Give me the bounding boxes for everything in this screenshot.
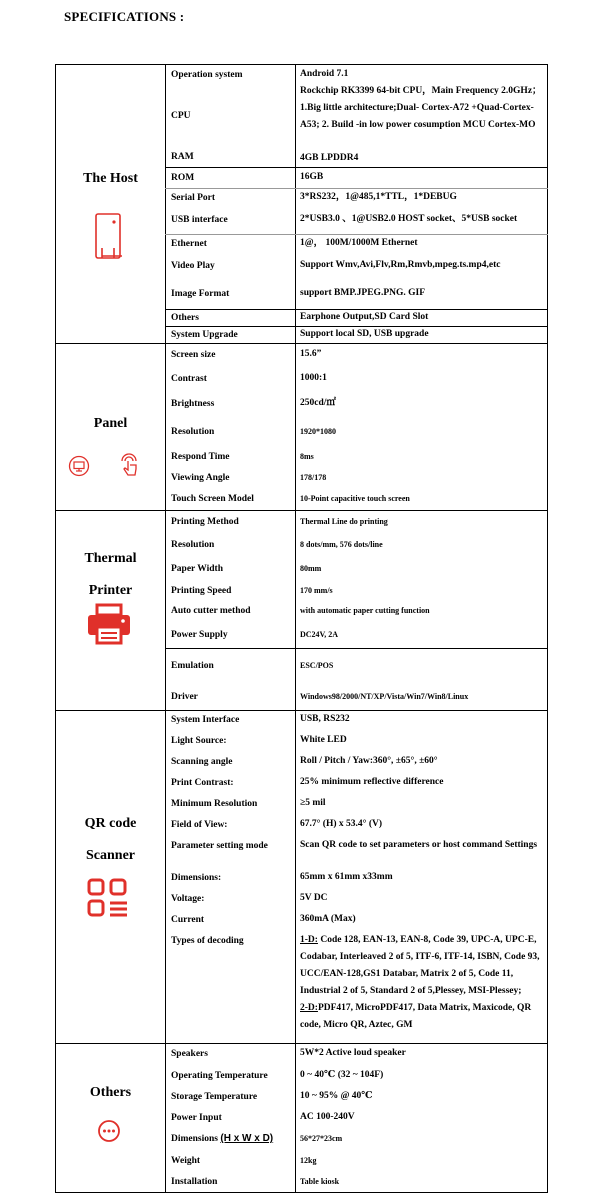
spec-value: AC 100-240V (300, 1112, 355, 1122)
spec-value: 170 mm/s (300, 586, 333, 595)
spec-label: Current (171, 915, 205, 925)
dimensions-label (171, 1133, 273, 1145)
spec-value: 5V DC (300, 893, 328, 903)
kiosk-icon (92, 212, 126, 262)
spec-value: 10 ~ 95% @ 40℃ (300, 1091, 373, 1101)
spec-value: support BMP.JPEG.PNG. GIF (300, 288, 426, 298)
decoding-2d-prefix: 2-D: (300, 1003, 318, 1013)
spec-label: Others (171, 313, 199, 323)
more-dots-icon (97, 1119, 121, 1143)
spec-value: with automatic paper cutting function (300, 606, 430, 615)
spec-value: 8 dots/mm, 576 dots/line (300, 540, 383, 549)
spec-label: Image Format (171, 289, 230, 299)
spec-label: Brightness (171, 399, 215, 409)
spec-value: 80mm (300, 564, 322, 573)
dimensions-suffix: (H x W x D) (220, 1133, 274, 1144)
spec-label: Paper Width (171, 564, 223, 574)
decoding-types (300, 932, 548, 1034)
spec-value: 0 ~ 40℃ (32 ~ 104F) (300, 1070, 384, 1080)
spec-value: Android 7.1 (300, 69, 349, 79)
section-printer-title-1: Thermal (84, 551, 137, 566)
spec-value: 250cd/㎡ (300, 398, 336, 408)
spec-label: Voltage: (171, 894, 205, 904)
printer-icon (86, 603, 132, 645)
spec-label: Ethernet (171, 239, 207, 249)
spec-label: System Upgrade (171, 330, 238, 340)
spec-value: 1@， 100M/1000M Ethernet (300, 238, 418, 248)
section-scanner-title-1: QR code (84, 816, 137, 831)
spec-value: 360mA (Max) (300, 914, 356, 924)
spec-value: 8ms (300, 452, 314, 461)
spec-value: 5W*2 Active loud speaker (300, 1048, 406, 1058)
spec-label: Emulation (171, 661, 214, 671)
spec-value: Scan QR code to set parameters or host command Settings (300, 840, 538, 850)
spec-label: Printing Speed (171, 586, 232, 596)
spec-value: 3*RS232，1@485,1*TTL，1*DEBUG (300, 192, 457, 202)
spec-label: System Interface (171, 715, 240, 725)
spec-label: Serial Port (171, 193, 216, 203)
spec-label: Dimensions (171, 1134, 218, 1144)
section-others-title: Others (89, 1085, 132, 1100)
spec-label: USB interface (171, 215, 228, 225)
spec-label: Dimensions: (171, 873, 222, 883)
spec-label: Printing Method (171, 517, 239, 527)
decoding-1d-list: Code 128, EAN-13, EAN-8, Code 39, UPC-A, UPC-E, Codabar, Interleaved 2 of 5, ITF-6, ITF-14, ISBN, Code 93, UCC/EAN-128,GS1 Databar, Matrix 2 of 5, Code 11, Industrial 2 of 5, Standard 2 of 5,Plessey, MSI-Plessey; (300, 935, 540, 996)
monitor-icon (68, 455, 90, 477)
spec-value: 4GB LPDDR4 (300, 153, 359, 163)
spec-value: 12kg (300, 1156, 317, 1165)
spec-label: Types of decoding (171, 936, 244, 946)
touch-hand-icon (116, 453, 142, 479)
spec-label: Scanning angle (171, 757, 233, 767)
scanner-grid-icon (86, 878, 130, 918)
spec-value: Thermal Line do printing (300, 517, 388, 526)
spec-value: 1000:1 (300, 373, 327, 383)
spec-value: USB, RS232 (300, 714, 350, 724)
spec-value: 65mm x 61mm x33mm (300, 872, 393, 882)
spec-label: ROM (171, 173, 195, 183)
spec-label: Respond Time (171, 452, 230, 462)
spec-label: Power Input (171, 1113, 222, 1123)
spec-label: Installation (171, 1177, 218, 1187)
spec-label: Parameter setting mode (171, 841, 268, 851)
spec-label: Resolution (171, 427, 215, 437)
spec-label: Viewing Angle (171, 473, 230, 483)
spec-value: Table kiosk (300, 1177, 340, 1186)
spec-label: Video Play (171, 261, 215, 271)
spec-value: Roll / Pitch / Yaw:360°, ±65°, ±60° (300, 756, 438, 766)
section-panel-title: Panel (93, 416, 128, 431)
spec-label: Touch Screen Model (171, 494, 254, 504)
spec-value: 16GB (300, 172, 324, 182)
section-scanner-title-2: Scanner (86, 848, 135, 863)
section-printer-title-2: Printer (88, 583, 133, 598)
spec-value: 178/178 (300, 473, 327, 482)
spec-value: 1920*1080 (300, 427, 336, 436)
spec-label: Weight (171, 1156, 201, 1166)
spec-label: CPU (171, 111, 191, 121)
spec-value: Rockchip RK3399 64-bit CPU，Main Frequency 2.0GHz；1.Big little architecture;Dual- Cortex-A72 +Quad-Cortex-A53; 2. Build -in low power cosumption MCU Cortex-MO (300, 86, 542, 130)
spec-label: Operation system (171, 70, 243, 80)
spec-label: Screen size (171, 350, 216, 360)
decoding-1d-prefix: 1-D: (300, 935, 318, 945)
spec-value: 2*USB3.0 、1@USB2.0 HOST socket、5*USB socket (300, 214, 518, 224)
spec-value: 25% minimum reflective difference (300, 777, 444, 787)
spec-value: ≥5 mil (300, 798, 326, 808)
spec-label: RAM (171, 152, 194, 162)
spec-value: 10-Point capacitive touch screen (300, 494, 410, 503)
spec-value: White LED (300, 735, 347, 745)
spec-label: Operating Temperature (171, 1071, 268, 1081)
spec-label: Speakers (171, 1049, 208, 1059)
spec-value: 67.7° (H) x 53.4° (V) (300, 819, 383, 829)
spec-value: ESC/POS (300, 661, 334, 670)
spec-value: 15.6” (300, 349, 322, 359)
spec-label: Auto cutter method (171, 606, 251, 616)
spec-value: Support Wmv,Avi,Flv,Rm,Rmvb,mpeg.ts.mp4,etc (300, 260, 501, 270)
spec-value: Windows98/2000/NT/XP/Vista/Win7/Win8/Linux (300, 692, 469, 701)
spec-value: Support local SD, USB upgrade (300, 329, 429, 339)
spec-label: Driver (171, 692, 198, 702)
spec-value: 56*27*23cm (300, 1134, 343, 1143)
spec-label: Contrast (171, 374, 207, 384)
spec-label: Resolution (171, 540, 215, 550)
spec-value: DC24V, 2A (300, 630, 339, 639)
spec-label: Storage Temperature (171, 1092, 258, 1102)
spec-label: Print Contrast: (171, 778, 234, 788)
page-title: SPECIFICATIONS : (64, 9, 185, 24)
spec-value: Earphone Output,SD Card Slot (300, 312, 429, 322)
spec-label: Power Supply (171, 630, 228, 640)
spec-label: Field of View: (171, 820, 228, 830)
spec-label: Light Source: (171, 736, 227, 746)
spec-label: Minimum Resolution (171, 799, 258, 809)
section-host-title: The Host (83, 171, 138, 186)
decoding-2d-list: PDF417, MicroPDF417, Data Matrix, Maxicode, QR code, Micro QR, Aztec, GM (300, 1003, 532, 1030)
